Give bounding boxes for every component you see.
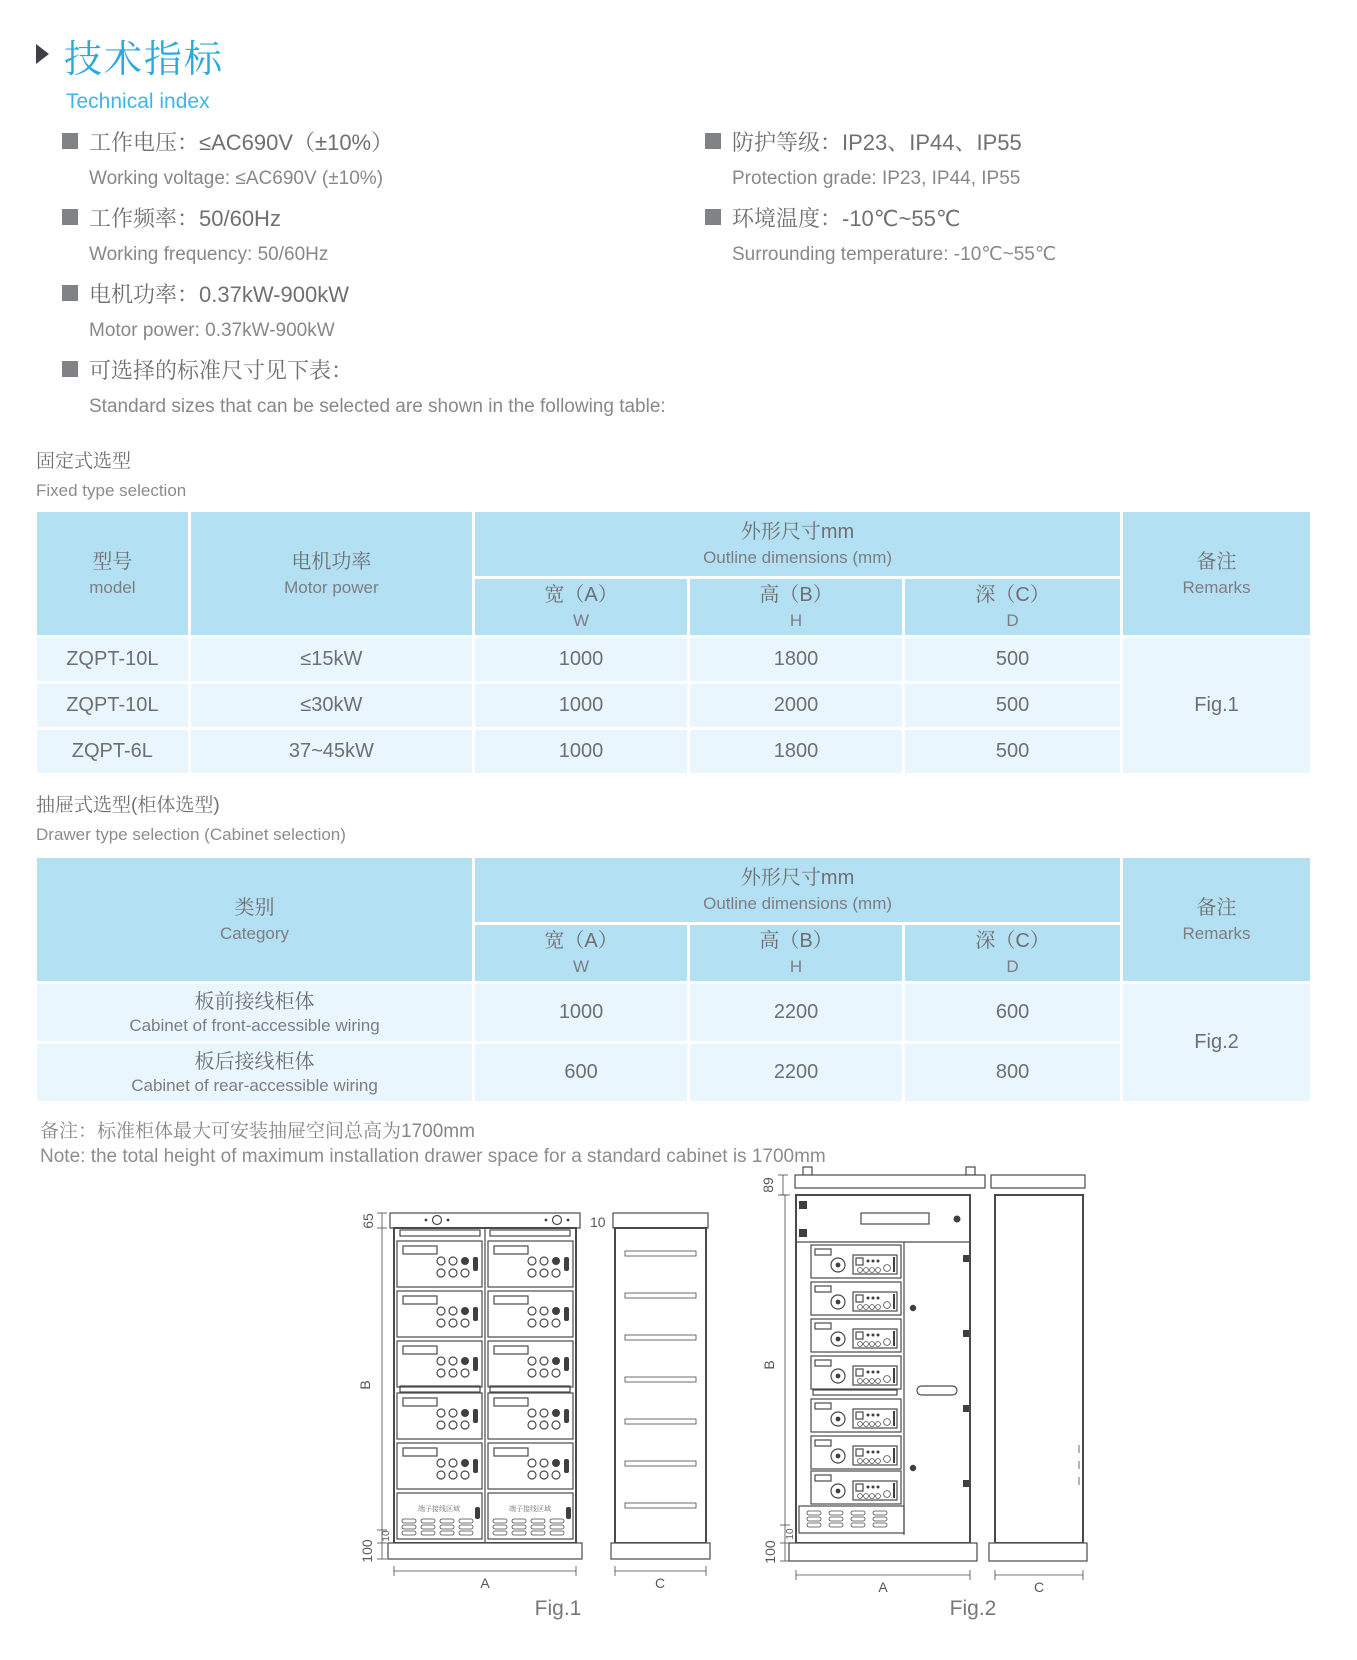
fig2-dim-base: 100 (762, 1540, 778, 1564)
bullet-square-icon (705, 209, 721, 225)
header-en: Remarks (1182, 923, 1251, 943)
bullet-square-icon (62, 133, 78, 149)
spec-item (62, 356, 702, 382)
cell-width: 1000 (475, 638, 687, 681)
spec-text-cn: 电机功率：0.37kW-900kW (89, 281, 349, 307)
cell-height: 2000 (690, 684, 902, 727)
note-en: Note: the total height of maximum installation drawer space for a standard cabinet is 1700mm (40, 1146, 826, 1167)
section-heading-en: Fixed type selection (36, 481, 187, 500)
header-en: W (573, 957, 590, 976)
fig1-dim-height: B (357, 1380, 373, 1390)
fig1-dim-inner: 10 (381, 1530, 392, 1542)
column-header-motor-power (191, 512, 472, 635)
header-en: W (573, 611, 590, 630)
column-header-height (690, 579, 902, 635)
cell-model: ZQPT-10L (37, 684, 188, 727)
column-header-remarks (1123, 858, 1310, 981)
cell-power: 37~45kW (191, 730, 472, 773)
fig1-dim-base: 100 (359, 1539, 375, 1563)
header-cn: 高（B） (759, 584, 833, 606)
spec-text-cn: 可选择的标准尺寸见下表： (89, 357, 354, 383)
cell-height: 2200 (690, 1044, 902, 1101)
table-row (37, 638, 1310, 681)
fig2-dim-height: B (761, 1360, 777, 1370)
column-header-remarks (1123, 512, 1310, 635)
cell-model: ZQPT-6L (37, 730, 188, 773)
fig1-dim-top-right: 10 (590, 1214, 606, 1230)
fig1-terminal-label: 端子接线区域 (509, 1506, 551, 1513)
fig1-dim-depth: C (654, 1575, 666, 1591)
cell-depth: 600 (905, 984, 1120, 1041)
fig1-front-view (388, 1213, 582, 1559)
cell-power: ≤15kW (191, 638, 472, 681)
spec-text-en: Working frequency: 50/60Hz (89, 244, 329, 265)
table-row (37, 1044, 1310, 1101)
spec-text-en: Surrounding temperature: -10℃~55℃ (732, 244, 1057, 265)
bullet-square-icon (705, 133, 721, 149)
cell-category (37, 984, 472, 1041)
section-heading-en: Drawer type selection (Cabinet selection) (36, 825, 346, 844)
fig1-side-view (611, 1213, 710, 1591)
column-header-depth (905, 925, 1120, 981)
fig1-dim-width: A (480, 1575, 490, 1591)
fig2-dim-inner: 10 (785, 1528, 796, 1540)
header-en: Category (220, 923, 290, 943)
header-en: D (1006, 957, 1019, 976)
table-row (37, 730, 1310, 773)
page-header (36, 28, 224, 114)
header-cn: 类别 (234, 896, 275, 919)
fixed-type-table (34, 509, 1313, 776)
header-cn: 深（C） (975, 930, 1050, 952)
cell-height: 2200 (690, 984, 902, 1041)
spec-text-en: Motor power: 0.37kW-900kW (89, 320, 335, 341)
bullet-square-icon (62, 209, 78, 225)
spec-text-cn: 环境温度：-10℃~55℃ (732, 205, 961, 231)
cell-remarks: Fig.1 (1123, 638, 1310, 773)
header-en: Remarks (1182, 577, 1251, 597)
spec-item (62, 280, 702, 306)
cell-category (37, 1044, 472, 1101)
column-header-model (37, 512, 188, 635)
cell-depth: 500 (905, 730, 1120, 773)
column-header-depth (905, 579, 1120, 635)
cell-width: 1000 (475, 730, 687, 773)
header-cn: 外形尺寸mm (740, 867, 855, 889)
header-cn: 电机功率 (291, 550, 372, 573)
header-en: model (89, 577, 136, 597)
category-en: Cabinet of front-accessible wiring (129, 1015, 380, 1035)
section-heading-cn: 抽屉式选型(柜体选型) (36, 795, 220, 816)
header-cn: 宽（A） (544, 930, 618, 952)
section-heading-fixed-type (36, 446, 186, 501)
cell-width: 600 (475, 1044, 687, 1101)
bullet-square-icon (62, 361, 78, 377)
header-en: D (1006, 611, 1019, 630)
category-cn: 板前接线柜体 (194, 990, 315, 1013)
header-en: Outline dimensions (mm) (703, 548, 893, 567)
section-heading-cn: 固定式选型 (36, 451, 132, 472)
column-header-outline-dimensions (475, 512, 1120, 576)
header-cn: 宽（A） (544, 584, 618, 606)
fig1-terminal-label: 端子接线区域 (418, 1506, 460, 1513)
cell-width: 1000 (475, 684, 687, 727)
header-en: H (789, 957, 803, 976)
header-cn: 外形尺寸mm (740, 521, 855, 543)
fig2-dim-width: A (878, 1579, 888, 1595)
spec-item (62, 204, 702, 230)
spec-text-en: Standard sizes that can be selected are shown in the following table: (89, 396, 666, 417)
cell-depth: 500 (905, 684, 1120, 727)
header-cn: 备注 (1196, 896, 1237, 919)
page-subtitle: Technical index (66, 90, 210, 113)
header-cn: 高（B） (759, 930, 833, 952)
header-en: Motor power (284, 577, 379, 597)
spec-text-en: Working voltage: ≤AC690V (±10%) (89, 168, 384, 189)
spec-column-left (62, 128, 702, 432)
spec-text-cn: 防护等级：IP23、IP44、IP55 (732, 129, 1022, 155)
spec-item (705, 128, 1305, 154)
section-arrow-icon (36, 44, 49, 64)
spec-text-en: Protection grade: IP23, IP44, IP55 (732, 168, 1021, 189)
drawer-type-table (34, 855, 1313, 1104)
spec-text-cn: 工作频率：50/60Hz (89, 205, 281, 231)
fig1-cabinet-drawing (342, 1185, 732, 1625)
fig1-caption: Fig.1 (534, 1597, 582, 1620)
header-en: H (789, 611, 803, 630)
fig2-dim-top: 89 (760, 1177, 776, 1193)
spec-item (62, 128, 702, 154)
spec-item (705, 204, 1305, 230)
cell-height: 1800 (690, 730, 902, 773)
table-row (37, 684, 1310, 727)
category-en: Cabinet of rear-accessible wiring (131, 1075, 378, 1095)
table-row (37, 984, 1310, 1041)
spec-column-right (705, 128, 1305, 280)
cell-depth: 500 (905, 638, 1120, 681)
fig2-side-view (989, 1175, 1087, 1595)
header-cn: 深（C） (975, 584, 1050, 606)
fig2-cabinet-drawing (733, 1115, 1113, 1635)
cell-width: 1000 (475, 984, 687, 1041)
column-header-height (690, 925, 902, 981)
cell-model: ZQPT-10L (37, 638, 188, 681)
cell-depth: 800 (905, 1044, 1120, 1101)
note-cn: 备注：标准柜体最大可安装抽屉空间总高为1700mm (40, 1121, 475, 1142)
page-title: 技术指标 (64, 39, 225, 81)
fig2-caption: Fig.2 (949, 1597, 997, 1620)
fig2-dim-depth: C (1033, 1579, 1045, 1595)
bullet-square-icon (62, 285, 78, 301)
column-header-category (37, 858, 472, 981)
cell-height: 1800 (690, 638, 902, 681)
header-cn: 型号 (92, 550, 133, 573)
column-header-outline-dimensions (475, 858, 1120, 922)
section-heading-drawer-type (36, 790, 346, 845)
cell-power: ≤30kW (191, 684, 472, 727)
category-cn: 板后接线柜体 (194, 1050, 315, 1073)
cell-remarks: Fig.2 (1123, 984, 1310, 1101)
header-en: Outline dimensions (mm) (703, 894, 893, 913)
spec-text-cn: 工作电压：≤AC690V（±10%） (89, 129, 394, 155)
fig2-front-view (789, 1167, 985, 1561)
fig1-dim-top: 65 (360, 1213, 376, 1229)
column-header-width (475, 925, 687, 981)
header-cn: 备注 (1196, 550, 1237, 573)
column-header-width (475, 579, 687, 635)
